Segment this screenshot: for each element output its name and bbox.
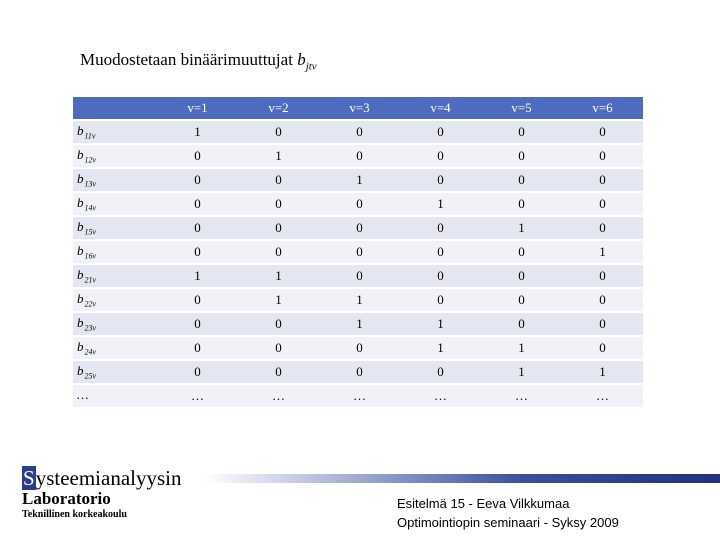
logo-rest: ysteemianalyysin: [35, 466, 182, 490]
row-label: [73, 265, 157, 287]
row-label: [73, 193, 157, 215]
row-label-sub: 12v: [84, 155, 97, 165]
table-cell: 1: [400, 193, 481, 215]
row-label-var: …: [77, 387, 90, 403]
row-label: [73, 121, 157, 143]
row-label-var: b: [77, 291, 85, 307]
header-cell: v=1: [157, 97, 238, 119]
table-cell: 0: [562, 217, 643, 239]
row-label-sub: 16v: [84, 251, 97, 261]
table-cell: 0: [319, 241, 400, 263]
row-label: [73, 337, 157, 359]
logo-gradient-bar: [204, 474, 720, 483]
row-label-var: b: [77, 267, 85, 283]
row-label: [73, 241, 157, 263]
table-cell: 1: [481, 217, 562, 239]
table-cell: 0: [238, 121, 319, 143]
table-cell: 0: [157, 313, 238, 335]
table-cell: 1: [238, 289, 319, 311]
table-cell: 1: [238, 145, 319, 167]
header-cell: v=6: [562, 97, 643, 119]
row-label-var: b: [77, 195, 85, 211]
table-cell: 0: [319, 337, 400, 359]
table-cell: 0: [562, 169, 643, 191]
table-cell: 0: [400, 361, 481, 383]
table-cell: 1: [157, 121, 238, 143]
table-row: [73, 241, 643, 263]
table-cell: 0: [319, 145, 400, 167]
table-cell: 0: [238, 241, 319, 263]
row-label: [73, 313, 157, 335]
header-cell: v=2: [238, 97, 319, 119]
table-cell: 0: [319, 361, 400, 383]
table-cell: 0: [319, 121, 400, 143]
table-row: [73, 121, 643, 143]
row-label: [73, 385, 157, 407]
table-cell: 0: [481, 265, 562, 287]
footer: [397, 494, 619, 532]
table-cell: …: [562, 385, 643, 407]
table-cell: 0: [238, 361, 319, 383]
row-label: [73, 217, 157, 239]
table-row: [73, 193, 643, 215]
table-row: [73, 361, 643, 383]
table-row: [73, 145, 643, 167]
row-label-var: b: [77, 243, 85, 259]
slide-title: [80, 50, 317, 72]
header-cell: v=4: [400, 97, 481, 119]
table-cell: 0: [400, 169, 481, 191]
table-cell: 0: [562, 289, 643, 311]
row-label-var: b: [77, 315, 85, 331]
table-cell: 0: [238, 169, 319, 191]
table-cell: 0: [400, 265, 481, 287]
table-cell: 0: [238, 337, 319, 359]
row-label-var: b: [77, 123, 85, 139]
slide-title-text: Muodostetaan binäärimuuttujat: [80, 50, 298, 69]
table-row: [73, 313, 643, 335]
table-cell: 1: [319, 169, 400, 191]
row-label-var: b: [77, 219, 85, 235]
lab-logo: [22, 466, 182, 522]
table-cell: …: [238, 385, 319, 407]
table-cell: …: [157, 385, 238, 407]
table-row: [73, 385, 643, 407]
table-row: [73, 169, 643, 191]
table-cell: 0: [238, 313, 319, 335]
table-cell: …: [319, 385, 400, 407]
header-cell: v=5: [481, 97, 562, 119]
row-label-sub: 23v: [84, 323, 97, 333]
table-cell: 0: [238, 193, 319, 215]
title-variable: b: [297, 50, 306, 69]
table-cell: 0: [481, 121, 562, 143]
row-label-var: b: [77, 171, 85, 187]
header-cell: v=3: [319, 97, 400, 119]
table-cell: 0: [562, 193, 643, 215]
logo-laboratorio: Laboratorio: [22, 489, 111, 508]
logo-first-letter: S: [23, 466, 35, 490]
table-header-row: [73, 97, 643, 119]
header-cell: [73, 97, 157, 119]
row-label-sub: 22v: [84, 299, 97, 309]
table-cell: 0: [319, 265, 400, 287]
row-label-var: b: [77, 339, 85, 355]
title-subscript: jtv: [305, 60, 317, 73]
table-row: [73, 289, 643, 311]
logo-university: Teknillinen korkeakoulu: [22, 509, 127, 520]
table-cell: 0: [157, 289, 238, 311]
table-cell: 1: [319, 313, 400, 335]
table-cell: 1: [481, 337, 562, 359]
logo-title: [22, 466, 182, 490]
table-cell: 1: [400, 337, 481, 359]
table-cell: 0: [400, 121, 481, 143]
table-cell: 0: [157, 361, 238, 383]
table-cell: 0: [481, 169, 562, 191]
table-cell: 0: [562, 313, 643, 335]
table-cell: 0: [562, 121, 643, 143]
table-cell: 0: [481, 313, 562, 335]
row-label-sub: 14v: [84, 203, 97, 213]
row-label-var: b: [77, 363, 85, 379]
table-cell: …: [481, 385, 562, 407]
table-cell: 0: [157, 217, 238, 239]
footer-seminar: Optimointiopin seminaari - Syksy 2009: [397, 515, 619, 530]
table-cell: 0: [319, 193, 400, 215]
table-cell: 0: [481, 289, 562, 311]
row-label: [73, 169, 157, 191]
table-cell: 0: [319, 217, 400, 239]
row-label-sub: 25v: [84, 371, 97, 381]
table-cell: 1: [157, 265, 238, 287]
table-row: [73, 217, 643, 239]
table-cell: 1: [400, 313, 481, 335]
binary-variable-table: [73, 95, 643, 409]
table-cell: 0: [562, 337, 643, 359]
table-cell: 0: [157, 169, 238, 191]
table-cell: 0: [400, 289, 481, 311]
table-cell: 0: [400, 217, 481, 239]
table-cell: 1: [481, 361, 562, 383]
row-label: [73, 361, 157, 383]
table-cell: 0: [157, 193, 238, 215]
table-row: [73, 337, 643, 359]
table-cell: 0: [238, 217, 319, 239]
table-cell: …: [400, 385, 481, 407]
row-label-sub: 21v: [84, 275, 97, 285]
row-label: [73, 289, 157, 311]
table-body: [73, 121, 643, 407]
table-cell: 1: [319, 289, 400, 311]
row-label: [73, 145, 157, 167]
table-cell: 0: [562, 145, 643, 167]
footer-author: Esitelmä 15 - Eeva Vilkkumaa: [397, 496, 570, 511]
table-cell: 1: [562, 361, 643, 383]
table-cell: 0: [481, 241, 562, 263]
row-label-sub: 15v: [84, 227, 97, 237]
table-cell: 0: [400, 241, 481, 263]
row-label-sub: 13v: [84, 179, 97, 189]
table-cell: 0: [562, 265, 643, 287]
row-label-var: b: [77, 147, 85, 163]
table-cell: 0: [157, 145, 238, 167]
table-cell: 1: [562, 241, 643, 263]
row-label-sub: 11v: [84, 131, 96, 141]
row-label-sub: 24v: [84, 347, 97, 357]
table-cell: 0: [157, 337, 238, 359]
table-row: [73, 265, 643, 287]
table-cell: 0: [157, 241, 238, 263]
table-cell: 0: [481, 193, 562, 215]
table-cell: 0: [400, 145, 481, 167]
table-cell: 1: [238, 265, 319, 287]
table-cell: 0: [481, 145, 562, 167]
